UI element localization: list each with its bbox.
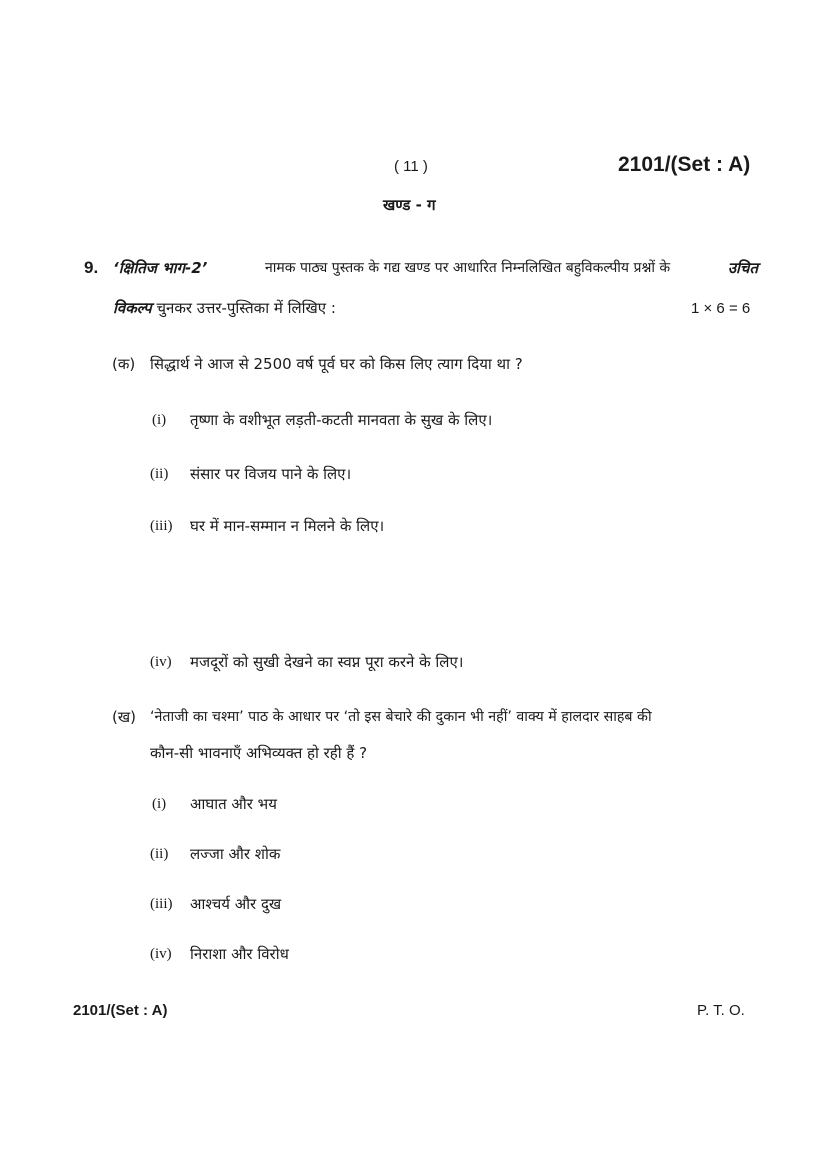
section-heading: खण्ड - ग	[383, 196, 436, 214]
sub-b-option-label: (iv)	[150, 946, 172, 962]
question-instruction: नामक पाठ्य पुस्तक के गद्य खण्ड पर आधारित निम्नलिखित बहुविकल्पीय प्रश्नों के	[265, 260, 671, 276]
sub-a-option-text: मजदूरों को सुखी देखने का स्वप्न पूरा करने के लिए।	[190, 653, 464, 671]
question-line-1	[113, 258, 758, 278]
sub-b-option-text: लज्जा और शोक	[190, 845, 281, 863]
question-number: 9.	[84, 258, 99, 277]
sub-a-label: (क)	[112, 355, 136, 373]
sub-a-option-label: (iv)	[150, 654, 172, 670]
sub-b-option-label: (ii)	[150, 846, 169, 862]
sub-b-question-line-2: कौन-सी भावनाएँ अभिव्यक्त हो रही हैं ?	[150, 744, 368, 762]
sub-a-option-label: (i)	[152, 412, 167, 428]
sub-b-option-text: आघात और भय	[190, 795, 277, 813]
sub-a-question: सिद्धार्थ ने आज से 2500 वर्ष पूर्व घर को किस लिए त्याग दिया था ?	[150, 355, 523, 373]
book-title: ‘क्षितिज भाग-2’	[113, 259, 208, 277]
sub-b-label: (ख)	[112, 708, 136, 726]
sub-a-option-text: तृष्णा के वशीभूत लड़ती-कटती मानवता के सुख के लिए।	[190, 411, 493, 429]
marks-allocation: 1 × 6 = 6	[691, 300, 751, 317]
page-number: ( 11 )	[394, 158, 428, 175]
emphasis-vikalp: विकल्प	[113, 299, 152, 317]
sub-b-option-label: (iii)	[150, 896, 173, 912]
sub-b-option-label: (i)	[152, 796, 167, 812]
pto: P. T. O.	[697, 1002, 745, 1019]
sub-b-option-text: आश्चर्य और दुख	[190, 895, 282, 913]
set-code-footer: 2101/(Set : A)	[73, 1002, 168, 1019]
question-instruction-2: चुनकर उत्तर-पुस्तिका में लिखिए :	[156, 299, 336, 317]
sub-a-option-label: (ii)	[150, 466, 169, 482]
question-line-2	[113, 298, 336, 318]
emphasis-uchit: उचित	[727, 259, 758, 277]
sub-b-option-text: निराशा और विरोध	[190, 945, 289, 963]
sub-b-question-line-1: ‘नेताजी का चश्मा’ पाठ के आधार पर ‘तो इस बेचारे की दुकान भी नहीं’ वाक्य में हालदार साहब की	[150, 709, 652, 725]
sub-a-option-label: (iii)	[150, 518, 173, 534]
sub-a-option-text: संसार पर विजय पाने के लिए।	[190, 465, 352, 483]
sub-a-option-text: घर में मान-सम्मान न मिलने के लिए।	[190, 517, 385, 535]
set-code-header: 2101/(Set : A)	[618, 153, 751, 176]
